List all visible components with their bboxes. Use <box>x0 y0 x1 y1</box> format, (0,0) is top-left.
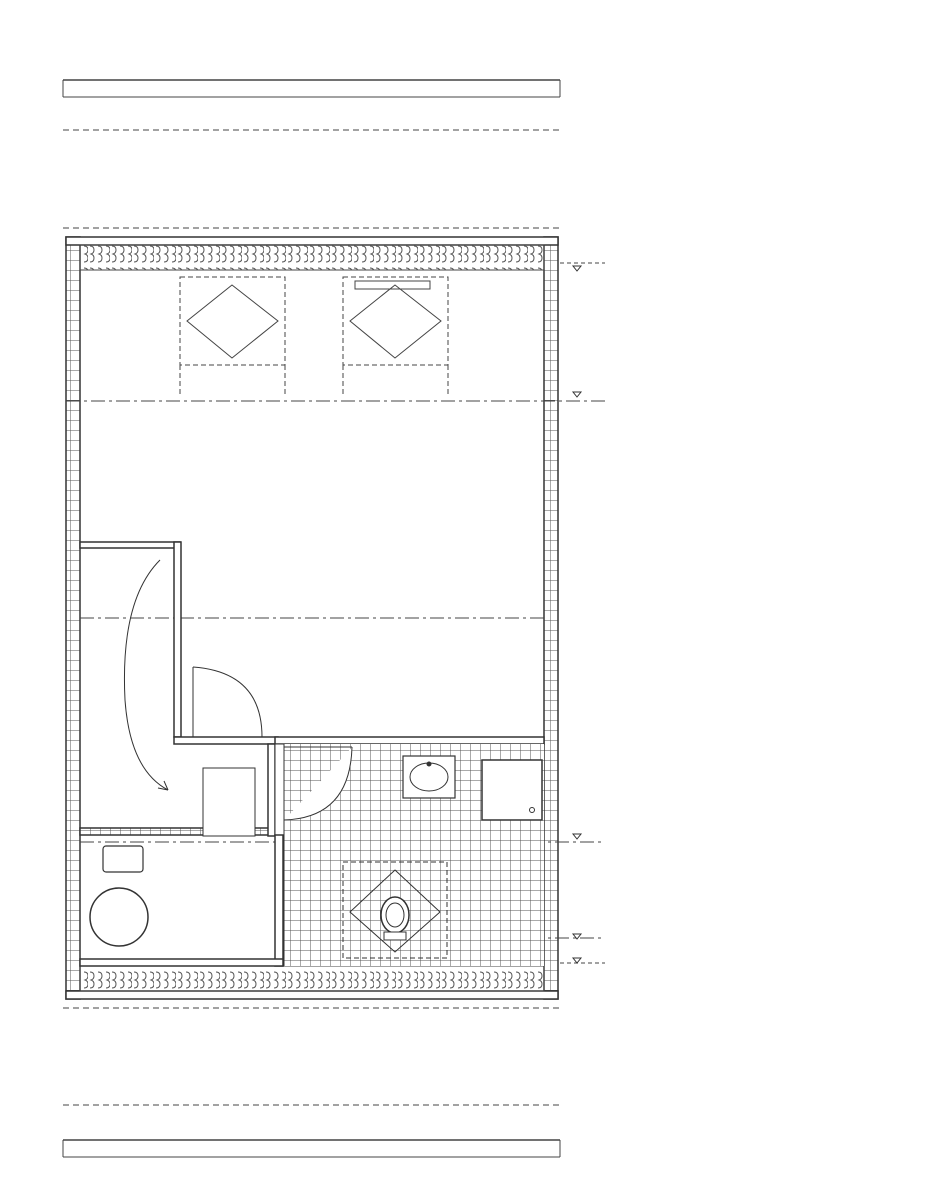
roof-window-left <box>180 277 285 395</box>
height-marker-triangles <box>573 266 581 963</box>
storage-room <box>80 835 283 966</box>
knee-wall-bottom <box>80 966 544 991</box>
bathroom <box>275 737 544 966</box>
roof-bottom <box>63 1008 560 1157</box>
hall <box>174 667 278 836</box>
knee-wall-top <box>80 245 544 270</box>
roof-top <box>63 80 560 228</box>
roof-window-right <box>343 277 448 395</box>
